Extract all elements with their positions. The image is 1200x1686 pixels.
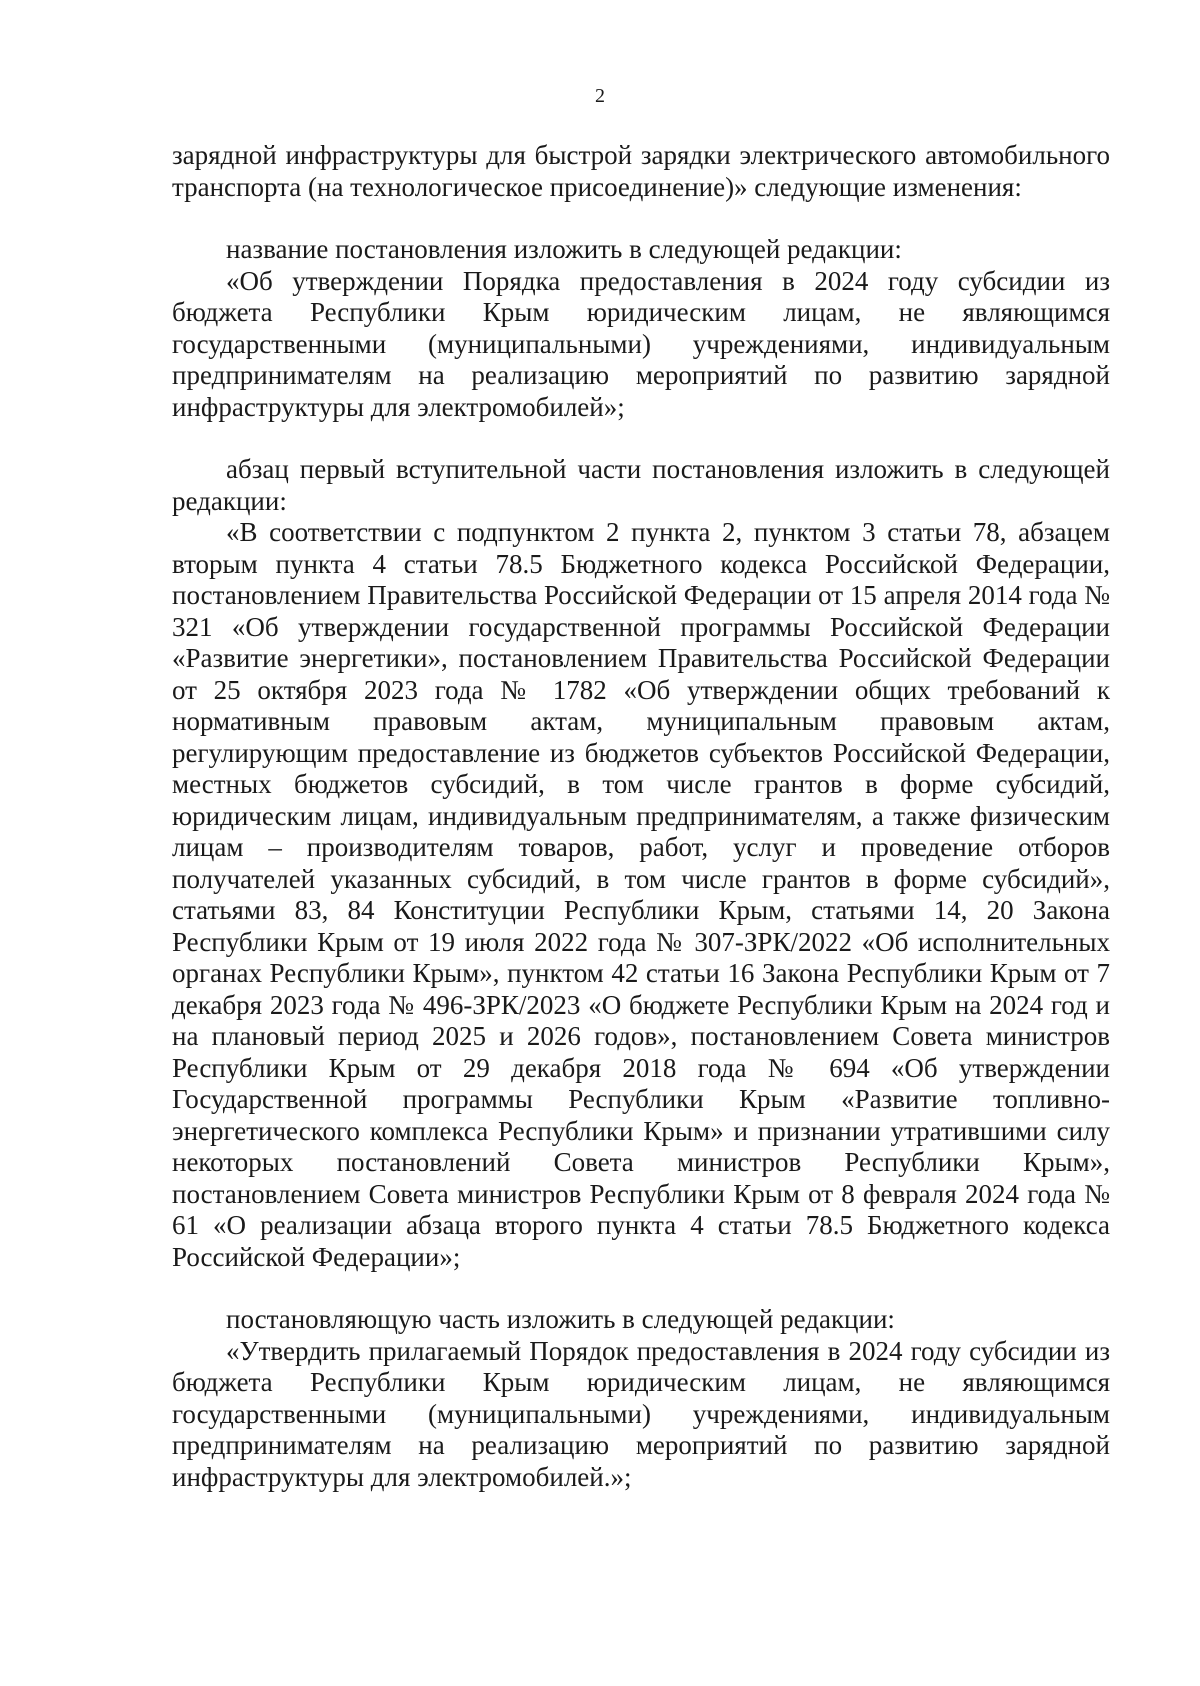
paragraph-gap <box>172 423 1110 454</box>
paragraph-preamble-instruction: абзац первый вступительной части постановления изложить в следующей редакции: <box>172 454 1110 516</box>
document-body <box>172 140 1110 1493</box>
paragraph-new-preamble: «В соответствии с подпунктом 2 пункта 2, пунктом 3 статьи 78, абзацем вторым пункта 4 статьи 78.5 Бюджетного кодекса Российской Федерации, постановлением Правительства Российской Федерации от 15 апреля 2014 года № 321 «Об утверждении государственной программы Российской Федерации «Развитие энергетики», постановлением Правительства Российской Федерации от 25 октября 2023 года № 1782 «Об утверждении общих требований к нормативным правовым актам, муниципальным правовым актам, регулирующим предоставление из бюджетов субъектов Российской Федерации, местных бюджетов субсидий, в том числе грантов в форме субсидий, юридическим лицам, индивидуальным предпринимателям, а также физическим лицам – производителям товаров, работ, услуг и проведение отборов получателей указанных субсидий, в том числе грантов в форме субсидий», статьями 83, 84 Конституции Республики Крым, статьями 14, 20 Закона Республики Крым от 19 июля 2022 года № 307-ЗРК/2022 «Об исполнительных органах Республики Крым», пунктом 42 статьи 16 Закона Республики Крым от 7 декабря 2023 года № 496-ЗРК/2023 «О бюджете Республики Крым на 2024 год и на плановый период 2025 и 2026 годов», постановлением Совета министров Республики Крым от 29 декабря 2018 года № 694 «Об утверждении Государственной программы Республики Крым «Развитие топливно-энергетического комплекса Республики Крым» и признании утратившими силу некоторых постановлений Совета министров Республики Крым», постановлением Совета министров Республики Крым от 8 февраля 2024 года № 61 «О реализации абзаца второго пункта 4 статьи 78.5 Бюджетного кодекса Российской Федерации»; <box>172 517 1110 1272</box>
paragraph-gap <box>172 203 1110 234</box>
paragraph-title-instruction: название постановления изложить в следующей редакции: <box>226 234 902 264</box>
paragraph-new-title: «Об утверждении Порядка предоставления в 2024 году субсидии из бюджета Республики Крым юридическим лицам, не являющимся государственными (муниципальными) учреждениями, индивидуальным предпринимателям на реализацию мероприятий по развитию зарядной инфраструктуры для электромобилей»; <box>172 265 1110 422</box>
paragraph-new-operative: «Утвердить прилагаемый Порядок предоставления в 2024 году субсидии из бюджета Республики Крым юридическим лицам, не являющимся государственными (муниципальными) учреждениями, индивидуальным предпринимателям на реализацию мероприятий по развитию зарядной инфраструктуры для электромобилей.»; <box>172 1335 1110 1492</box>
paragraph-operative-instruction: постановляющую часть изложить в следующей редакции: <box>226 1304 895 1334</box>
page-number: 2 <box>595 85 605 107</box>
paragraph-gap <box>172 1273 1110 1304</box>
paragraph-continuation: зарядной инфраструктуры для быстрой зарядки электрического автомобильного транспорта (на технологическое присоединение)» следующие изменения: <box>172 140 1110 202</box>
